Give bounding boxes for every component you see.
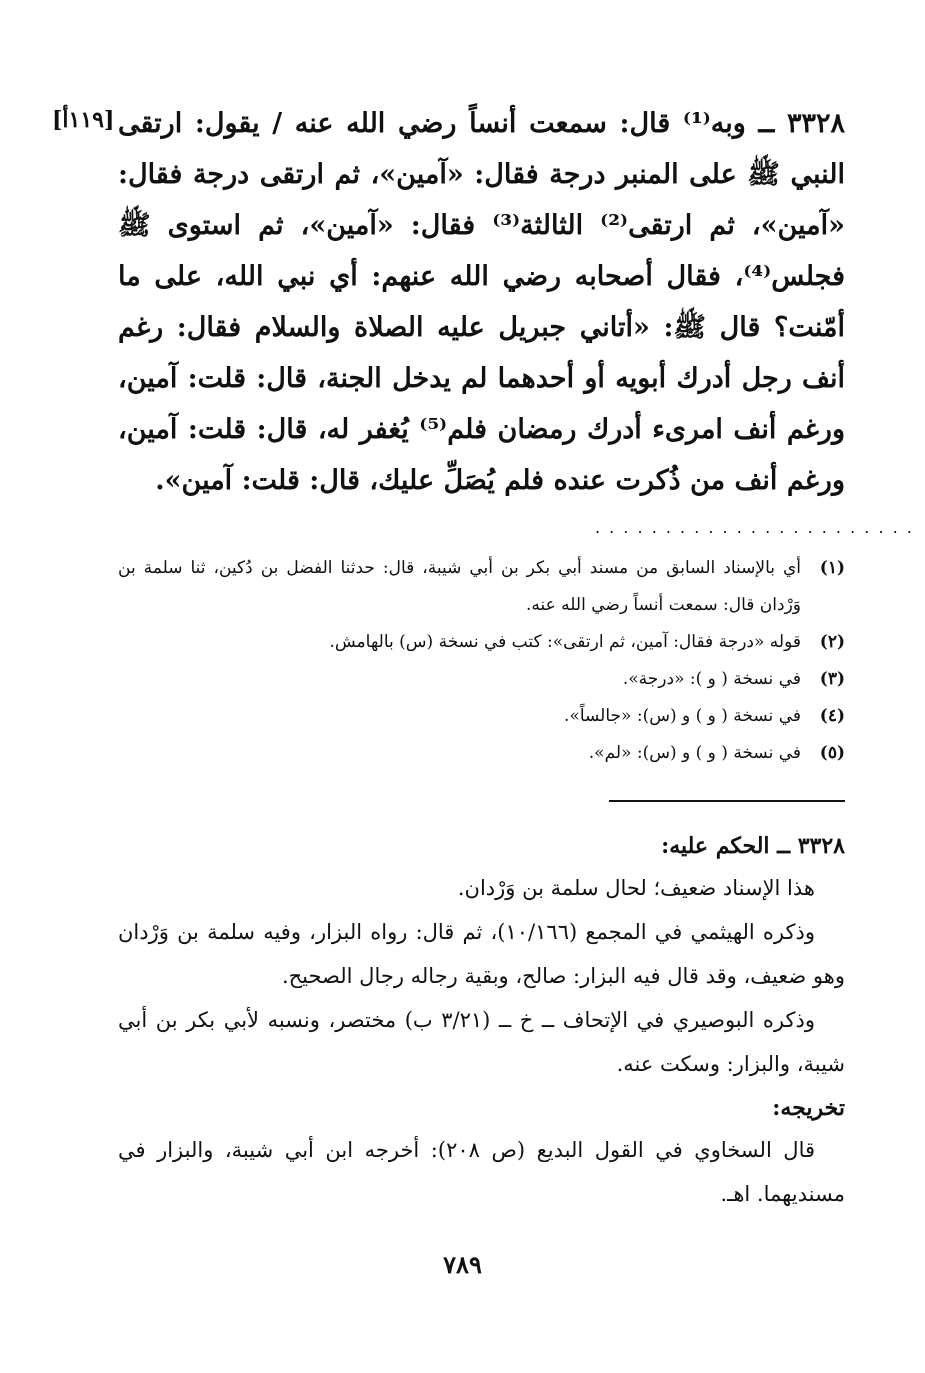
footnote-text: في نسخة ( و ) و (س): «جالساً».: [564, 706, 801, 726]
ruling-paragraph: وذكره البوصيري في الإتحاف ــ خ ــ (٣/٢١ ب) مختصر، ونسبه لأبي بكر بن أبي شيبة، والبزار: وسكت عنه.: [118, 1008, 845, 1076]
footnote-text: في نسخة ( و ): «درجة».: [622, 669, 801, 689]
footnote: [118, 735, 845, 772]
footnote-number: (٢): [819, 632, 845, 652]
ruling-paragraph: هذا الإسناد ضعيف؛ لحال سلمة بن وَرْدان.: [457, 876, 815, 900]
section-divider: [609, 800, 845, 802]
takhrij-section: [118, 1088, 845, 1216]
footnote: [118, 661, 845, 698]
footnote: [118, 550, 845, 624]
footnote-text: قوله «درجة فقال: آمين، ثم ارتقى»: كتب في نسخة (س) بالهامش.: [329, 632, 801, 652]
footnote: [118, 624, 845, 661]
takhrij-paragraph: قال السخاوي في القول البديع (ص ٢٠٨): أخرجه ابن أبي شيبة، والبزار في مسنديهما. اهـ.: [118, 1138, 845, 1206]
ruling-heading: ٣٣٢٨ ــ الحكم عليه:: [661, 833, 845, 859]
hadith-text: ٣٣٢٨ ــ وبه⁽¹⁾ قال: سمعت أنساً رضي الله عنه / يقول: ارتقى النبي ﷺ على المنبر درجة فقال: «آمين»، ثم ارتقى درجة فقال: «آمين»، ثم ارتقى⁽²⁾ الثالثة⁽³⁾ فقال: «آمين»، ثم استوى ﷺ فجلس⁽⁴⁾، فقال أصحابه رضي الله عنهم: أي نبي الله، على ما أمّنت؟ قال ﷺ: «أتاني جبريل عليه الصلاة والسلام فقال: رغم أنف رجل أدرك أبويه أو أحدهما لم يدخل الجنة، قال: قلت: آمين، ورغم أنف امرىء أدرك رمضان فلم⁽⁵⁾ يُغفر له، قال: قلت: آمين، ورغم أنف من ذُكرت عنده فلم يُصَلِّ عليك، قال: قلت: آمين».: [118, 108, 846, 496]
takhrij-heading: تخريجه:: [772, 1095, 845, 1121]
footnote-text: أي بالإسناد السابق من مسند أبي بكر بن أبي شيبة، قال: حدثنا الفضل بن دُكين، ثنا سلمة بن وَرْدان قال: سمعت أنساً رضي الله عنه.: [118, 558, 801, 615]
manuscript-folio-note: [١١٩أ]: [52, 107, 115, 133]
footnote-number: (١): [819, 558, 845, 578]
ruling-paragraph: وذكره الهيثمي في المجمع (١٠/١٦٦)، ثم قال: رواه البزار، وفيه سلمة بن وَرْدان وهو ضعيف، وقد قال فيه البزار: صالح، وبقية رجاله رجال الصحيح.: [118, 920, 845, 988]
footnote-number: (٤): [819, 706, 845, 726]
footnote-number: (٣): [819, 669, 845, 689]
footnotes: [118, 550, 845, 772]
footnote-separator: . . . . . . . . . . . . . . . . . . . . . . .: [595, 518, 914, 537]
footnote: [118, 698, 845, 735]
ruling-section: [118, 826, 845, 1086]
footnote-number: (٥): [819, 743, 845, 763]
footnote-text: في نسخة ( و ) و (س): «لم».: [588, 743, 801, 763]
page-number: ٧٨٩: [443, 1250, 482, 1279]
